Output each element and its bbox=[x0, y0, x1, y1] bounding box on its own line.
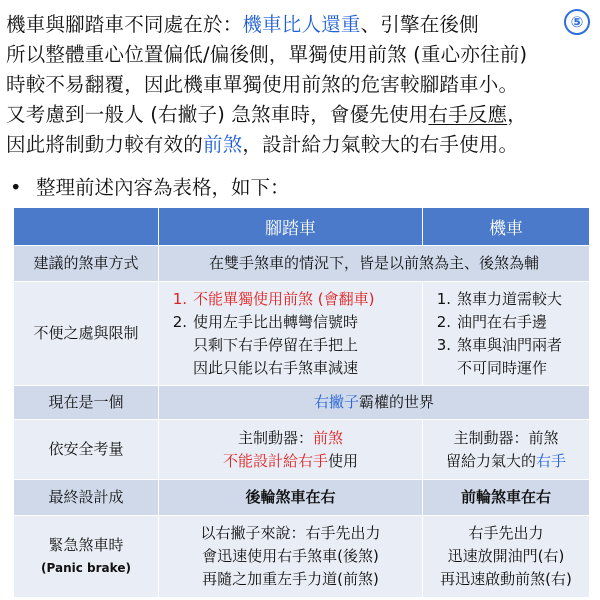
intro-underline-right-hand: 右手反應 bbox=[428, 103, 508, 126]
motorcycle-final-design: 前輪煞車在右 bbox=[423, 480, 590, 516]
intro-highlight-heavier: 機車比人還重 bbox=[242, 13, 361, 36]
table-row bbox=[14, 480, 590, 516]
right-handed-highlight: 右撇子 bbox=[313, 393, 359, 411]
table-row bbox=[14, 246, 590, 282]
intro-line-2: 所以整體重心位置偏低/偏後側，單獨使用前煞 (重心亦往前) bbox=[6, 43, 528, 66]
list-item: 1. 煞車力道需較大 bbox=[436, 289, 563, 308]
intro-text: ，設計給力氣較大的右手使用。 bbox=[242, 133, 519, 156]
bicycle-panic-brake: 以右撇子來說：右手先出力 會迅速使用右手煞車(後煞) 再隨之加重左手力道(前煞) bbox=[159, 516, 423, 598]
not-right-hand-highlight: 不能設計給右手 bbox=[222, 451, 328, 470]
current-world-value bbox=[159, 386, 590, 420]
motorcycle-limitations bbox=[423, 282, 590, 386]
comparison-table bbox=[13, 207, 590, 598]
list-item-continued: 因此只能以右手煞車減速 bbox=[193, 358, 359, 377]
intro-text: 因此將制動力較有效的 bbox=[6, 133, 204, 156]
table-row bbox=[14, 386, 590, 420]
intro-text: ， bbox=[507, 103, 527, 126]
bullet-icon: • bbox=[10, 176, 22, 199]
list-item-continued: 不可同時運作 bbox=[457, 358, 548, 377]
row-label-limitations: 不便之處與限制 bbox=[14, 282, 159, 386]
summary-bullet bbox=[10, 172, 290, 200]
intro-line-1 bbox=[6, 10, 596, 40]
motorcycle-panic-brake: 右手先出力 迅速放開油門(右) 再迅速啟動前煞(右) bbox=[423, 516, 590, 598]
intro-text: 機車與腳踏車不同處在於： bbox=[6, 13, 243, 36]
header-motorcycle: 機車 bbox=[423, 208, 590, 246]
table-row bbox=[14, 420, 590, 480]
intro-text: 又考慮到一般人 (右撇子) 急煞車時，會優先使用 bbox=[6, 103, 429, 126]
intro-highlight-front-brake: 前煞 bbox=[203, 133, 243, 156]
row-label-panic-brake: 緊急煞車時 (Panic brake) bbox=[14, 516, 159, 598]
list-item: 1. 不能單獨使用前煞 (會翻車) bbox=[172, 289, 375, 308]
intro-text: 、引擎在後側 bbox=[360, 13, 479, 36]
table-header-row bbox=[14, 208, 590, 246]
list-item: 3. 煞車與油門兩者 bbox=[436, 335, 563, 354]
intro-line-3: 時較不易翻覆，因此機車單獨使用前煞的危害較腳踏車小。 bbox=[6, 73, 519, 96]
page-number-badge: ⑤ bbox=[564, 9, 590, 35]
right-hand-highlight: 右手 bbox=[536, 451, 567, 470]
row-label-recommended-braking: 建議的煞車方式 bbox=[14, 246, 159, 282]
intro-line-5 bbox=[6, 130, 596, 160]
table-row bbox=[14, 516, 590, 598]
bullet-text: 整理前述內容為表格，如下： bbox=[36, 176, 290, 199]
bicycle-final-design: 後輪煞車在右 bbox=[159, 480, 423, 516]
header-corner bbox=[14, 208, 159, 246]
row-label-safety: 依安全考量 bbox=[14, 420, 159, 480]
intro-line-4 bbox=[6, 100, 596, 130]
list-item: 2. 油門在右手邊 bbox=[436, 312, 548, 331]
list-item: 2. 使用左手比出轉彎信號時 bbox=[172, 312, 359, 331]
intro-paragraph bbox=[6, 10, 596, 160]
row-label-final-design: 最終設計成 bbox=[14, 480, 159, 516]
bicycle-safety: 主制動器：前煞 不能設計給右手使用 bbox=[159, 420, 423, 480]
current-world-text: 霸權的世界 bbox=[359, 393, 435, 411]
header-bicycle: 腳踏車 bbox=[159, 208, 423, 246]
front-brake-highlight: 前煞 bbox=[313, 428, 344, 447]
motorcycle-safety: 主制動器：前煞 留給力氣大的右手 bbox=[423, 420, 590, 480]
row-label-current-world: 現在是一個 bbox=[14, 386, 159, 420]
recommended-braking-value: 在雙手煞車的情況下，皆是以前煞為主、後煞為輔 bbox=[159, 246, 590, 282]
table-row bbox=[14, 282, 590, 386]
bicycle-limitations bbox=[159, 282, 423, 386]
list-item-continued: 只剩下右手停留在手把上 bbox=[193, 335, 359, 354]
